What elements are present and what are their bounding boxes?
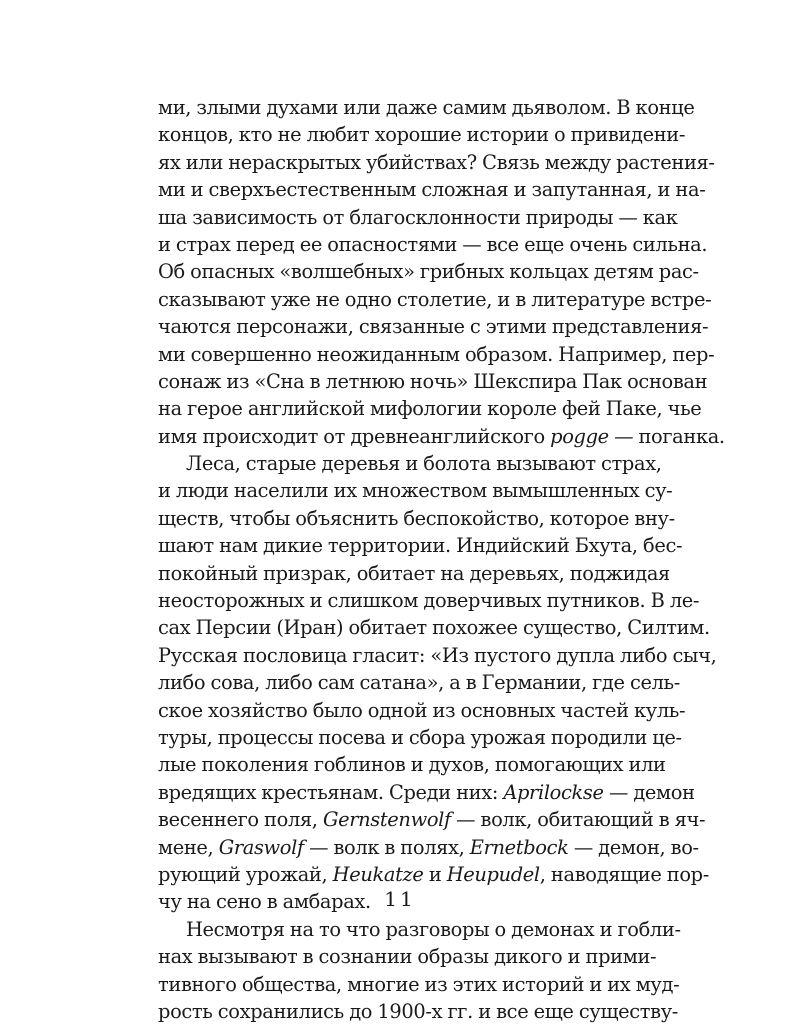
text-line: на герое английской мифологии короле фей Паке, чье	[158, 397, 702, 421]
text-line: ми и сверхъестественным сложная и запутанная, и на-	[158, 178, 706, 202]
text-run: имя происходит от древнеанглийского	[158, 424, 551, 448]
text-line: и люди населили их множеством вымышленных су-	[158, 479, 673, 503]
paragraph-1	[158, 94, 725, 450]
text-line: сах Персии (Иран) обитает похожее существо, Силтим.	[158, 616, 710, 640]
text-line: ми, злыми духами или даже самим дьяволом. В конце	[158, 96, 695, 119]
text-line: ях или нераскрытых убийствах? Связь между растения-	[158, 150, 715, 174]
text-run: вредящих крестьянам. Среди них:	[158, 780, 504, 804]
italic-term: Graswolf	[218, 835, 304, 859]
text-line: рость сохранились до 1900-х гг. и все еще существу-	[158, 999, 678, 1023]
text-line: чаются персонажи, связанные с этими представления-	[158, 315, 709, 339]
text-line: ша зависимость от благосклонности природы — как	[158, 205, 678, 229]
text-line: Несмотря на то что разговоры о демонах и гобли-	[186, 917, 681, 941]
text-run: — поганка.	[608, 424, 725, 448]
page-number: 11	[384, 887, 416, 911]
text-line: сонаж из «Сна в летнюю ночь» Шекспира Пак основан	[158, 369, 708, 393]
text-line	[158, 834, 699, 861]
paragraph-2	[158, 450, 717, 916]
text-line	[158, 423, 725, 450]
text-line: лые поколения гоблинов и духов, помогающих или	[158, 753, 666, 777]
text-line: ское хозяйство было одной из основных частей куль-	[158, 698, 686, 722]
italic-term: Heukatze	[332, 862, 424, 886]
text-line: Об опасных «волшебных» грибных кольцах детям рас-	[158, 260, 699, 284]
text-line: нах вызывают в сознании образы дикого и прими-	[158, 945, 657, 969]
text-run: и	[423, 862, 447, 886]
text-line: и страх перед ее опасностями — все еще очень сильна.	[158, 232, 708, 256]
text-line	[158, 779, 695, 806]
text-run: — волк в полях,	[303, 835, 470, 859]
text-run: — волк, обитающий в яч-	[450, 808, 706, 832]
text-line: неосторожных и слишком доверчивых путников. В ле-	[158, 589, 700, 613]
text-run: — демон, во-	[568, 835, 699, 859]
italic-term: Heupudel	[446, 862, 540, 886]
text-line: Русская пословица гласит: «Из пустого дупла либо сыч,	[158, 643, 717, 667]
text-line: ми совершенно неожиданным образом. Например, пер-	[158, 342, 715, 366]
italic-term: pogge	[550, 424, 609, 448]
italic-term: Aprilockse	[503, 780, 604, 804]
text-line: тивного общества, многие из этих историй и их муд-	[158, 972, 680, 996]
text-line: чу на сено в амбарах.	[158, 890, 371, 914]
text-run: , наводящие пор-	[539, 862, 709, 886]
text-line: Леса, старые деревья и болота вызывают страх,	[186, 452, 662, 476]
text-line: сказывают уже не одно столетие, и в литературе встре-	[158, 287, 712, 311]
text-line: концов, кто не любит хорошие истории о привидени-	[158, 123, 686, 147]
book-page-text	[158, 94, 725, 1025]
text-run: весеннего поля,	[158, 808, 323, 832]
paragraph-3	[158, 916, 681, 1025]
italic-term: Ernetbock	[469, 835, 569, 859]
italic-term: Gernstenwolf	[322, 808, 451, 832]
text-line	[158, 806, 706, 833]
text-run: мене,	[158, 835, 219, 859]
text-line: туры, процессы посева и сбора урожая породили це-	[158, 725, 682, 749]
text-run: рующий урожай,	[158, 862, 333, 886]
text-line: покойный призрак, обитает на деревьях, поджидая	[158, 561, 670, 585]
text-line: либо сова, либо сам сатана», а в Германии, где сель-	[158, 671, 680, 695]
text-line	[158, 861, 709, 888]
text-line: ществ, чтобы объяснить беспокойство, которое вну-	[158, 506, 675, 530]
text-run: — демон	[603, 780, 695, 804]
text-line: шают нам дикие территории. Индийский Бхута, бес-	[158, 534, 683, 558]
